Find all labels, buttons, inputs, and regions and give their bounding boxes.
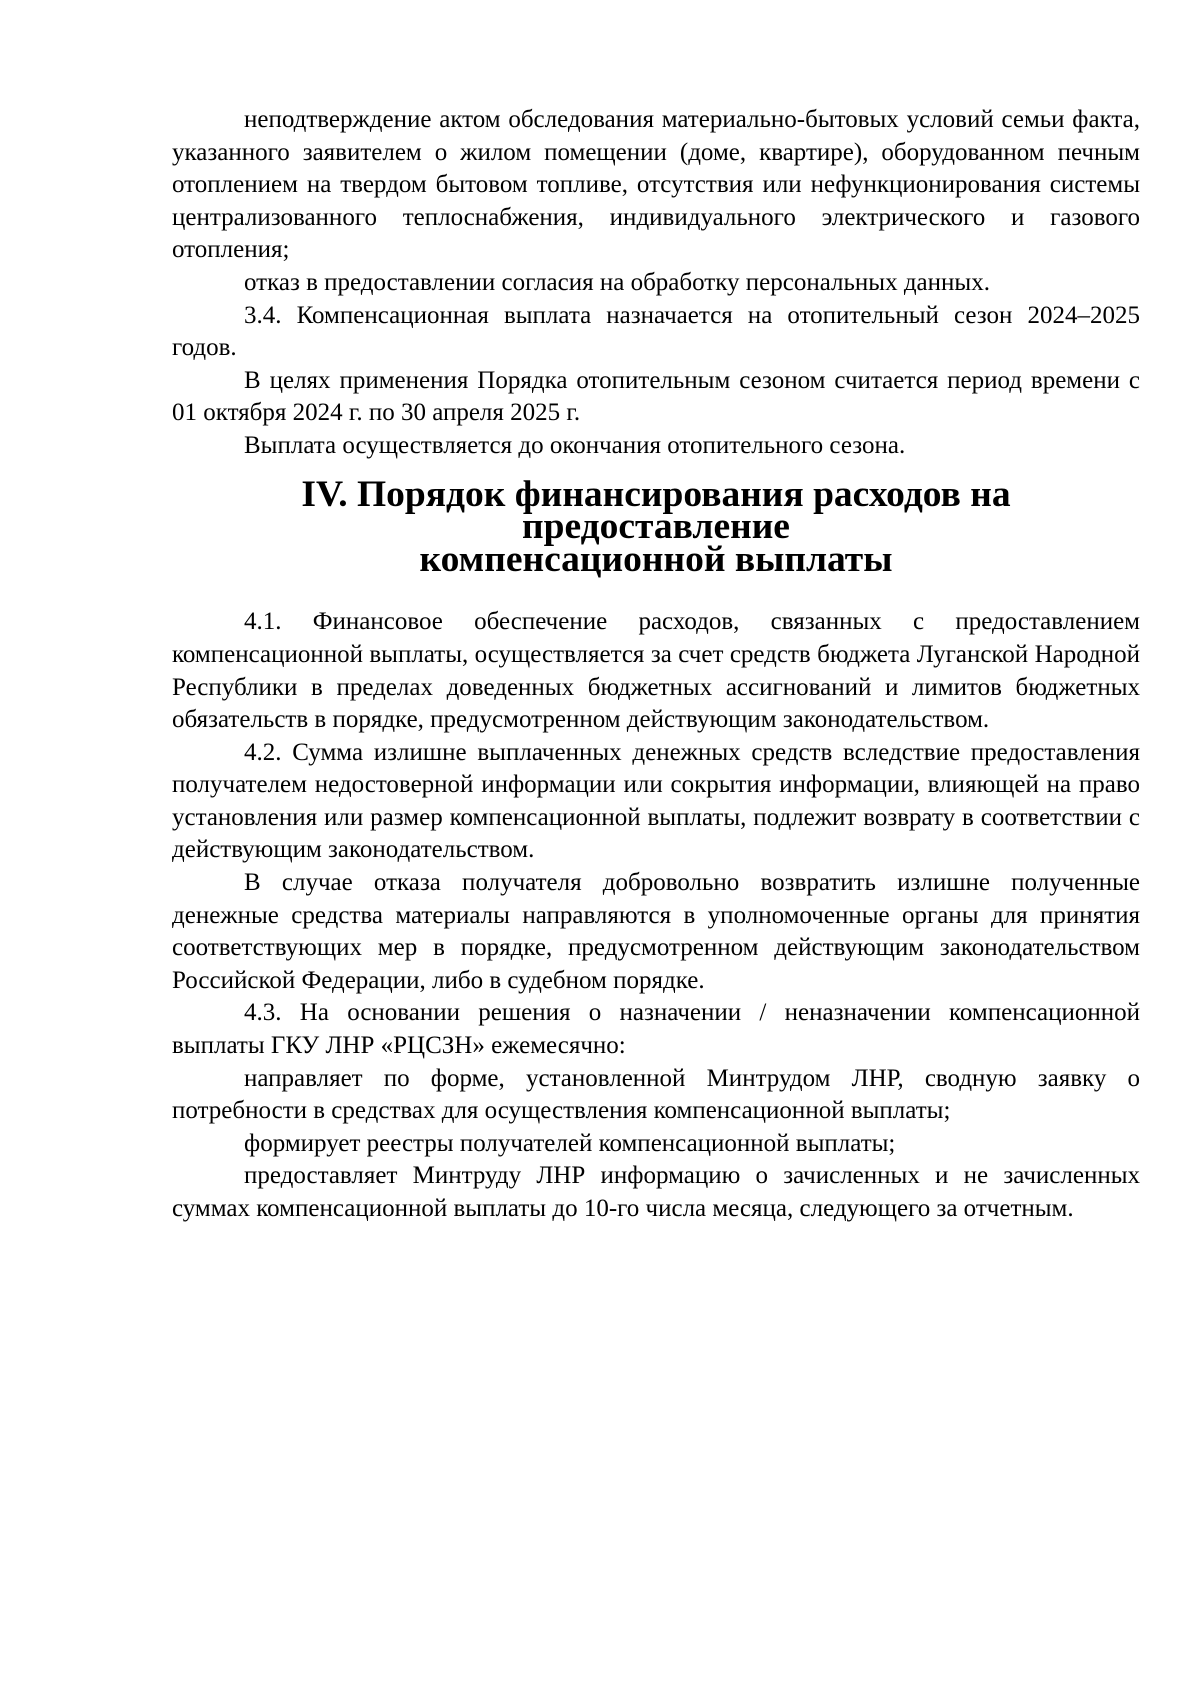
paragraph-3-4: 3.4. Компенсационная выплата назначается на отопительный сезон 2024–2025 годов. [172, 301, 1140, 362]
paragraph-payment-deadline: Выплата осуществляется до окончания отопительного сезона. [244, 431, 906, 459]
paragraph-4-2: 4.2. Сумма излишне выплаченных денежных средств вследствие предоставления получателем недостоверной информации или сокрытия информации, влияющей на право установления или размер компенсационной выплаты, подлежит возврату в соответствии с действующим законодательством. [172, 738, 1140, 864]
section-heading [172, 463, 1140, 607]
section-heading-line-2: компенсационной выплаты [419, 538, 893, 580]
paragraph-refusal-ground-consent: отказ в предоставлении согласия на обработку персональных данных. [244, 268, 990, 296]
paragraph-refund-refusal: В случае отказа получателя добровольно возвратить излишне полученные денежные средства материалы направляются в уполномоченные органы для принятия соответствующих мер в порядке, предусмотренном действующим законодательством Российской Федерации, либо в судебном порядке. [172, 869, 1140, 994]
paragraph-4-3: 4.3. На основании решения о назначении / неназначении компенсационной выплаты ГКУ ЛНР «РЦСЗН» ежемесячно: [172, 999, 1140, 1060]
paragraph-heating-season-period: В целях применения Порядка отопительным сезоном считается период времени с 01 октября 2024 г. по 30 апреля 2025 г. [172, 366, 1140, 427]
paragraph-registries: формирует реестры получателей компенсационной выплаты; [244, 1129, 896, 1157]
section-heading-line-1: IV. Порядок финансирования расходов на предоставление [301, 473, 1011, 548]
document-page [172, 104, 1140, 1226]
paragraph-information-report: предоставляет Минтруду ЛНР информацию о зачисленных и не зачисленных суммах компенсационной выплаты до 10-го числа месяца, следующего за отчетным. [172, 1162, 1140, 1222]
paragraph-summary-request: направляет по форме, установленной Минтрудом ЛНР, сводную заявку о потребности в средствах для осуществления компенсационной выплаты; [172, 1064, 1140, 1125]
paragraph-4-1: 4.1. Финансовое обеспечение расходов, связанных с предоставлением компенсационной выплаты, осуществляется за счет средств бюджета Луганской Народной Республики в пределах доведенных бюджетных ассигнований и лимитов бюджетных обязательств в порядке, предусмотренном действующим законодательством. [172, 608, 1140, 734]
paragraph-refusal-ground-inspection: неподтверждение актом обследования материально-бытовых условий семьи факта, указанного заявителем о жилом помещении (доме, квартире), оборудованном печным отоплением на твердом бытовом топливе, отсутствия или нефункционирования системы централизованного теплоснабжения, индивидуального электрического и газового отопления; [172, 106, 1140, 264]
